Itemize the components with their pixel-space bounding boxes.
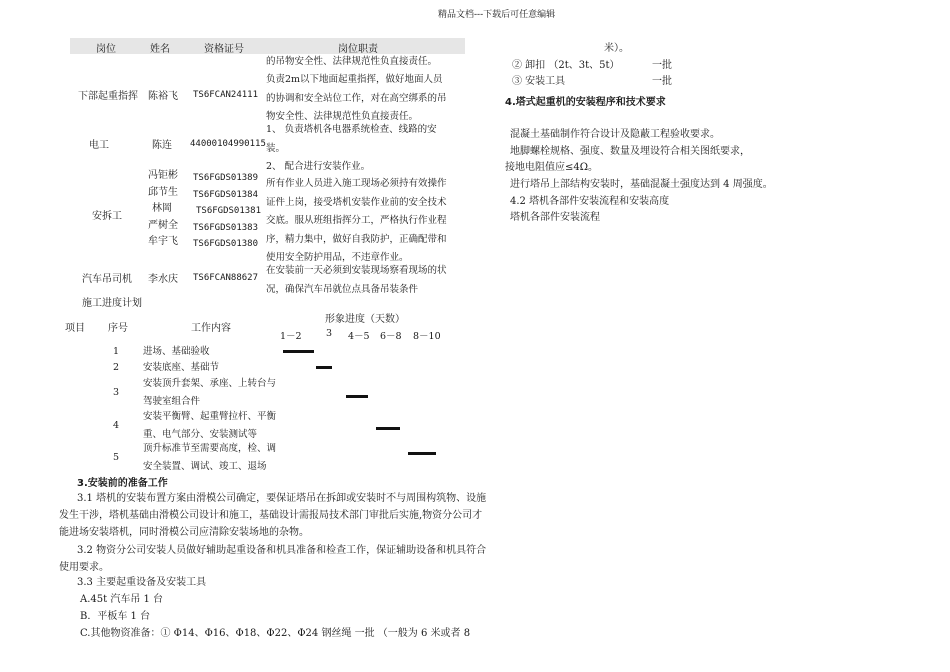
gantt-bar [316,366,332,369]
day-label: 8－10 [413,331,441,342]
cert-cell: TS6FGDS01380 [193,239,259,249]
requirement-line: 地脚螺栓规格、强度、数量及埋设符合相关图纸要求， [510,146,750,157]
column-header-cert: 资格证号 [204,44,244,55]
cert-cell: TS6FGDS01389 [193,173,259,183]
cert-cell: TS6FCAN88627 [193,273,259,283]
schedule-title: 施工进度计划 [82,298,142,309]
schedule-header-seq: 序号 [108,323,128,334]
list-item-b: B．平板车 1 台 [80,611,151,622]
paragraph-line: 使用要求。 [59,562,109,573]
name-cell: 冯钜彬 [148,170,178,181]
gantt-bar [408,452,436,455]
duty-line: 2、 配合进行安装作业。 [266,161,371,172]
paragraph-line: 能进场安装塔机，同时滑模公司应清除安装场地的杂物。 [59,527,309,538]
cert-cell: TS6FGDS01381 [196,206,262,216]
day-label: 6－8 [380,331,402,342]
duty-line: 使用安全防护用品，不违章作业。 [266,252,409,263]
task-content-line: 安全装置、调试、竣工、退场 [143,461,267,472]
task-content-line: 安装平衡臂、起重臂拉杆、平衡 [143,411,277,422]
schedule-header-progress: 形象进度（天数） [325,314,405,325]
duty-cell [266,175,462,268]
schedule-header-item: 项目 [65,323,85,334]
post-cell: 下部起重指挥 [78,91,138,102]
duty-line: 的协调和安全站位工作，对在高空绑系的吊 [266,92,447,104]
duty-cell [266,262,462,299]
task-content: 进场、基础验收 [143,346,210,357]
requirement-line: 接地电阻值应≤4Ω。 [505,162,599,173]
task-seq: 2 [113,362,120,373]
duty-line: 证件上岗，接受塔机安装作业前的安全技术 [266,196,447,208]
gantt-bar [283,350,314,353]
paragraph-3-3: 3.3 主要起重设备及安装工具 [77,577,207,588]
task-seq: 4 [113,420,120,431]
requirement-line: 进行塔吊上部结构安装时，基础混凝土强度达到 4 周强度。 [510,179,773,190]
duty-line: 物安全性、法律规范性负直接责任。 [266,111,419,122]
list-item-a: A.45t 汽车吊 1 台 [80,594,164,605]
duty-fragment: 的吊物安全性、法律规范性负直接责任。 [266,56,438,67]
post-cell: 电工 [89,140,109,151]
paragraph-3-1 [59,490,487,541]
duty-line: 1、 负责塔机各电器系统检查、线路的安 [266,124,437,135]
task-content [143,440,276,476]
gantt-bar [376,427,400,430]
continued-text: 米）。 [604,43,629,54]
table-header-band [70,38,465,54]
requirement-line: 混凝土基础制作符合设计及隐蔽工程验收要求。 [510,129,720,140]
duty-line: 装。 [266,142,286,154]
duty-line: 交底。服从班组指挥分工，严格执行作业程 [266,215,447,226]
duty-cell [266,121,462,177]
list-item-2: ② 卸扣 （2t、3t、5t） [512,60,620,71]
task-seq: 1 [113,346,120,357]
name-cell: 陈裕飞 [148,91,178,102]
cert-cell: TS6FCAN24111 [193,90,259,100]
requirement-line: 4.2 塔机各部件安装流程和安装高度 [510,196,670,207]
name-cell: 牟宇飞 [148,236,178,247]
task-content-line: 驾驶室组合件 [143,396,201,407]
header-note: 精品文档---下载后可任意编辑 [438,10,556,20]
task-content-line: 安装顶升套架、承座、上转台与 [143,378,277,389]
task-content [143,375,276,411]
cert-cell: TS6FGDS01383 [193,222,259,233]
section4-heading: 4.塔式起重机的安装程序和技术要求 [505,97,666,108]
paragraph-line: 3.1 塔机的安装布置方案由滑模公司确定，要保证塔吊在拆卸或安装时不与周围构筑物、设施 [77,493,487,504]
duty-line: 所有作业人员进入施工现场必须持有效操作 [266,178,447,189]
name-cell: 严树全 [148,219,178,231]
section3-heading: 3.安装前的准备工作 [77,478,168,489]
cert-cell: 44000104990115 [190,139,266,149]
duty-line: 负责2m以下地面起重指挥，做好地面人员 [266,74,443,85]
list-item-3: ③ 安装工具 [512,76,566,87]
cert-cell: TS6FGDS01384 [193,189,259,200]
post-cell: 安拆工 [92,211,122,222]
post-cell: 汽车吊司机 [82,274,132,285]
day-label: 1－2 [280,331,302,342]
list-item-3-qty: 一批 [652,76,672,87]
column-header-duty: 岗位职责 [338,44,378,55]
task-content-line: 重、电气部分、安装测试等 [143,429,258,440]
list-item-c: C.其他物资准备：① Φ14、Φ16、Φ18、Φ22、Φ24 钢丝绳 一批 （一般为 6 米或者 8 [80,628,471,639]
duty-line: 在安装前一天必须到安装现场察看现场的状 [266,265,447,276]
name-cell: 邱节生 [148,186,178,198]
column-header-name: 姓名 [150,44,170,55]
duty-line: 序，精力集中，做好自我防护，正确配带和 [266,233,447,245]
column-header-post: 岗位 [96,44,116,55]
duty-cell [266,71,462,127]
name-cell: 林岡 [152,203,172,214]
task-content [143,408,276,444]
task-seq: 5 [113,452,120,463]
gantt-bar [346,395,368,398]
requirement-line: 塔机各部件安装流程 [510,212,600,223]
day-label: 3 [326,328,333,339]
paragraph-3-2 [59,542,487,576]
duty-line: 况，确保汽车吊就位点具备吊装条件 [266,283,419,295]
cert-list [193,170,261,253]
schedule-header-content: 工作内容 [191,323,231,334]
task-seq: 3 [113,387,120,398]
task-content: 安装底座、基础节 [143,362,220,373]
paragraph-line: 发生干涉，塔机基础由滑模公司设计和施工，基础设计需报局技术部门审批后实施,物资分公司才 [59,510,483,521]
name-cell: 李水庆 [148,274,178,285]
task-content-line: 顶升标准节至需要高度，检、调 [143,443,277,454]
day-label: 4－5 [348,331,370,342]
list-item-2-qty: 一批 [652,60,672,71]
name-list [148,168,178,251]
paragraph-line: 3.2 物资分公司安装人员做好辅助起重设备和机具准备和检查工作，保证辅助设备和机具符合 [77,545,487,556]
name-cell: 陈连 [152,140,172,151]
